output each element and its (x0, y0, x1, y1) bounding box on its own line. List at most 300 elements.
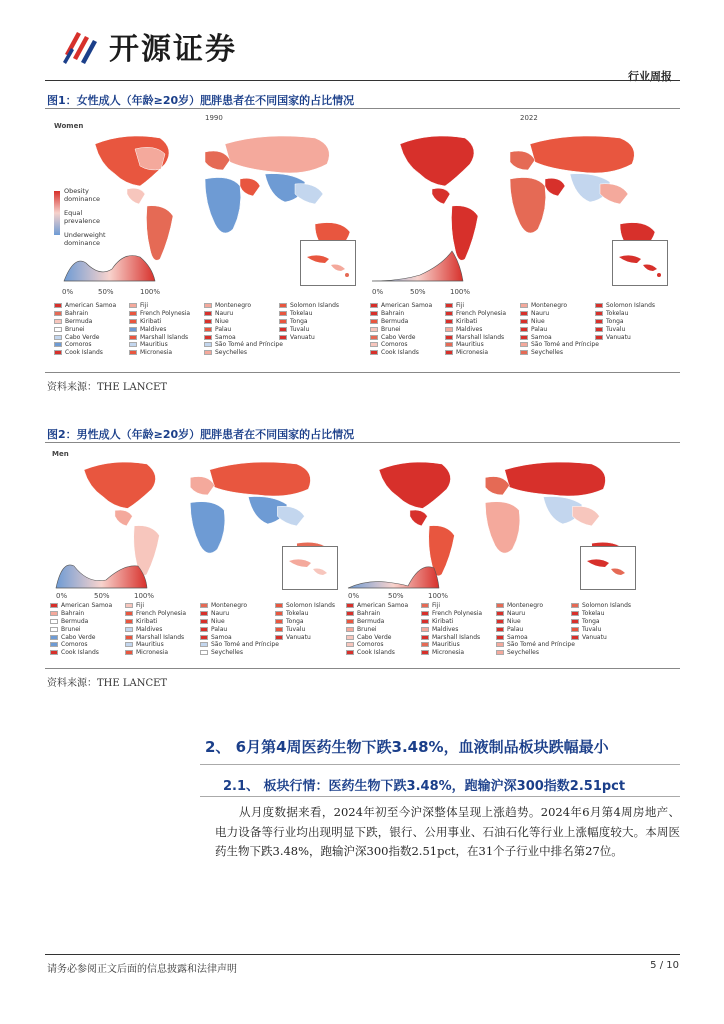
country-legend-item (595, 341, 670, 349)
color-swatch (204, 350, 212, 355)
color-swatch (496, 642, 504, 647)
color-swatch (125, 603, 133, 608)
fig1-right-tick-100: 100% (450, 288, 471, 296)
country-name: Vanuatu (582, 633, 607, 641)
color-swatch (571, 619, 579, 624)
country-name: Bermuda (381, 317, 409, 325)
country-name: Nauru (507, 610, 526, 618)
country-name: Seychelles (531, 349, 563, 357)
fig1-right-tick-50: 50% (410, 288, 426, 296)
country-name: Nauru (531, 310, 550, 318)
country-legend-item (496, 625, 571, 633)
figure2-panel-label: Men (52, 450, 69, 458)
country-legend-item (421, 610, 496, 618)
country-legend-item (571, 649, 646, 657)
country-name: American Samoa (381, 302, 433, 310)
country-name: Marshall Islands (136, 633, 185, 641)
color-swatch (496, 627, 504, 632)
figure1-top-rule (45, 108, 680, 109)
color-swatch (595, 303, 603, 308)
country-legend-item (125, 641, 200, 649)
country-name: Palau (531, 325, 548, 333)
fig1-left-tick-0: 0% (62, 288, 74, 296)
country-name: French Polynesia (456, 310, 507, 318)
country-legend-item (200, 649, 275, 657)
country-legend-item (571, 602, 646, 610)
country-name: Maldives (136, 625, 163, 633)
country-legend-men-2022 (346, 602, 646, 657)
country-name: São Tomé and Príncipe (531, 341, 599, 349)
color-swatch (520, 303, 528, 308)
country-name: Seychelles (507, 649, 539, 657)
country-name: Niue (215, 317, 229, 325)
country-name: Brunei (381, 325, 401, 333)
country-name: São Tomé and Príncipe (215, 341, 283, 349)
color-swatch (279, 327, 287, 332)
figure2-title: 图2：男性成人（年龄≥20岁）肥胖患者在不同国家的占比情况 (47, 428, 355, 441)
country-name: Nauru (211, 610, 230, 618)
country-name: American Samoa (357, 602, 409, 610)
figure2-bottom-rule (45, 668, 680, 669)
country-legend-item (204, 341, 283, 349)
country-name: Cabo Verde (61, 633, 96, 641)
country-legend-item (279, 302, 354, 310)
color-swatch (370, 335, 378, 340)
color-swatch (50, 635, 58, 640)
country-name: Micronesia (136, 649, 169, 657)
country-legend-item (275, 633, 350, 641)
color-swatch (50, 603, 58, 608)
color-swatch (445, 311, 453, 316)
country-legend-item (54, 341, 129, 349)
fig2-right-tick-0: 0% (348, 592, 360, 600)
country-legend-item (204, 318, 279, 326)
color-swatch (421, 627, 429, 632)
country-name: Palau (211, 625, 228, 633)
country-legend-item (125, 625, 200, 633)
country-legend-item (125, 602, 200, 610)
country-name: Tokelau (606, 310, 629, 318)
fig2-right-tick-50: 50% (388, 592, 404, 600)
color-swatch (346, 619, 354, 624)
country-name: Cook Islands (381, 349, 419, 357)
country-legend-item (370, 333, 445, 341)
fig2-left-tick-0: 0% (56, 592, 68, 600)
country-name: São Tomé and Príncipe (507, 641, 575, 649)
figure1-year-right: 2022 (520, 114, 538, 122)
color-swatch (125, 619, 133, 624)
country-legend-men-1990 (50, 602, 350, 657)
country-name: Micronesia (432, 649, 465, 657)
country-legend-item (370, 341, 445, 349)
country-legend-item (445, 341, 520, 349)
country-name: Comoros (357, 641, 384, 649)
country-legend-item (346, 625, 421, 633)
country-legend-item (496, 649, 571, 657)
country-legend-item (520, 302, 595, 310)
fig2-left-tick-50: 50% (94, 592, 110, 600)
color-swatch (520, 342, 528, 347)
color-swatch (279, 311, 287, 316)
country-legend-item (54, 333, 129, 341)
figure2 (50, 448, 675, 666)
country-name: Seychelles (215, 349, 247, 357)
country-legend-item (421, 649, 496, 657)
country-legend-item (54, 325, 129, 333)
country-legend-item (346, 618, 421, 626)
country-legend-item (129, 341, 204, 349)
color-swatch (200, 650, 208, 655)
country-legend-item (571, 633, 646, 641)
country-legend-item (496, 618, 571, 626)
country-name: Maldives (140, 325, 167, 333)
page-header (45, 18, 680, 83)
country-name: Tonga (582, 617, 600, 625)
color-swatch (200, 627, 208, 632)
country-legend-item (275, 602, 350, 610)
color-swatch (496, 650, 504, 655)
color-swatch (275, 619, 283, 624)
country-legend-item (204, 349, 279, 357)
country-name: Niue (211, 617, 225, 625)
color-swatch (595, 327, 603, 332)
color-swatch (279, 335, 287, 340)
country-legend-item (595, 318, 670, 326)
country-legend-item (50, 602, 125, 610)
color-swatch (421, 650, 429, 655)
country-legend-item (279, 310, 354, 318)
country-legend-item (125, 633, 200, 641)
country-legend-item (571, 625, 646, 633)
color-swatch (346, 603, 354, 608)
color-swatch (129, 311, 137, 316)
country-legend-item (445, 318, 520, 326)
color-swatch (204, 327, 212, 332)
figure1-bottom-rule (45, 372, 680, 373)
color-swatch (129, 335, 137, 340)
legend-obesity: Obesity dominance (64, 187, 101, 203)
color-swatch (54, 327, 62, 332)
figure2-top-rule (45, 442, 680, 443)
color-swatch (595, 319, 603, 324)
country-name: Tokelau (290, 310, 313, 318)
country-name: Marshall Islands (456, 333, 505, 341)
country-legend-item (204, 310, 279, 318)
country-legend-item (204, 325, 279, 333)
country-name: Fiji (140, 302, 149, 310)
color-swatch (445, 342, 453, 347)
country-legend-item (129, 325, 204, 333)
country-legend-item (54, 310, 129, 318)
country-name: Tuvalu (582, 625, 602, 633)
country-name: Bermuda (61, 617, 89, 625)
color-swatch (204, 319, 212, 324)
country-name: Montenegro (215, 302, 252, 310)
country-legend-item (129, 349, 204, 357)
country-name: Marshall Islands (140, 333, 189, 341)
color-swatch (275, 603, 283, 608)
country-legend-item (445, 349, 520, 357)
country-name: Mauritius (136, 641, 164, 649)
report-type: 行业周报 (628, 70, 672, 83)
women-2022-density-curve (370, 247, 465, 287)
country-legend-item (125, 649, 200, 657)
country-legend-item (200, 602, 275, 610)
figure1-color-legend (54, 187, 114, 247)
country-name: Samoa (215, 333, 236, 341)
country-legend-item (496, 602, 571, 610)
color-swatch (50, 650, 58, 655)
color-swatch (50, 627, 58, 632)
color-swatch (54, 335, 62, 340)
color-swatch (200, 611, 208, 616)
color-swatch (421, 635, 429, 640)
color-swatch (445, 350, 453, 355)
country-name: Mauritius (432, 641, 460, 649)
figure1-year-left: 1990 (205, 114, 223, 122)
country-name: Fiji (136, 602, 145, 610)
country-name: Kiribati (456, 317, 478, 325)
brand-logo (59, 24, 237, 68)
color-swatch (445, 327, 453, 332)
country-legend-item (520, 318, 595, 326)
country-legend-item (279, 325, 354, 333)
caribbean-inset-women-2022 (612, 240, 668, 286)
country-legend-item (421, 625, 496, 633)
country-legend-item (200, 633, 275, 641)
women-1990-density-curve (62, 247, 157, 287)
color-swatch (275, 635, 283, 640)
country-legend-item (571, 641, 646, 649)
color-swatch (520, 319, 528, 324)
country-legend-item (275, 618, 350, 626)
country-legend-item (370, 325, 445, 333)
figure2-source: 资料来源：THE LANCET (47, 678, 168, 689)
color-swatch (496, 635, 504, 640)
country-legend-item (421, 641, 496, 649)
country-legend-item (595, 325, 670, 333)
color-swatch (200, 603, 208, 608)
country-name: Solomon Islands (290, 302, 340, 310)
body-paragraph: 从月度数据来看，2024年初至今沪深整体呈现上涨趋势。2024年6月第4周房地产、电力设备等行业均出现明显下跌，银行、公用事业、石油石化等行业上涨幅度较大。本周医药生物下跌3.48%，跑输沪深300指数2.51pct，在31个子行业中排名第27位。 (215, 805, 680, 858)
country-name: Bermuda (357, 617, 385, 625)
color-swatch (204, 335, 212, 340)
country-name: Mauritius (140, 341, 168, 349)
color-swatch (496, 603, 504, 608)
country-legend-item (275, 610, 350, 618)
country-legend-item (275, 641, 350, 649)
country-legend-item (54, 349, 129, 357)
country-name: Palau (215, 325, 232, 333)
country-name: Tuvalu (606, 325, 626, 333)
country-legend-item (496, 610, 571, 618)
country-name: Micronesia (140, 349, 173, 357)
country-name: Tonga (290, 317, 308, 325)
figure1 (50, 112, 675, 370)
country-name: Montenegro (531, 302, 568, 310)
country-name: Brunei (61, 625, 81, 633)
country-name: Montenegro (507, 602, 544, 610)
country-legend-item (346, 610, 421, 618)
country-name: American Samoa (61, 602, 113, 610)
country-name: Mauritius (456, 341, 484, 349)
country-legend-item (595, 302, 670, 310)
country-legend-item (496, 633, 571, 641)
color-swatch (370, 327, 378, 332)
country-name: Kiribati (140, 317, 162, 325)
color-swatch (129, 342, 137, 347)
country-name: Palau (507, 625, 524, 633)
country-legend-item (445, 302, 520, 310)
country-name: Kiribati (136, 617, 158, 625)
country-legend-item (346, 649, 421, 657)
country-name: French Polynesia (140, 310, 191, 318)
country-name: Comoros (61, 641, 88, 649)
country-name: Maldives (432, 625, 459, 633)
country-name: Brunei (357, 625, 377, 633)
color-swatch (445, 303, 453, 308)
color-swatch (275, 611, 283, 616)
color-swatch (421, 603, 429, 608)
footer-divider (45, 954, 680, 955)
color-swatch (370, 350, 378, 355)
country-name: Vanuatu (290, 333, 315, 341)
color-swatch (54, 342, 62, 347)
color-swatch (370, 311, 378, 316)
country-legend-item (571, 618, 646, 626)
color-swatch (54, 319, 62, 324)
fig1-left-tick-50: 50% (98, 288, 114, 296)
country-legend-item (204, 333, 279, 341)
color-swatch (204, 342, 212, 347)
country-name: Maldives (456, 325, 483, 333)
country-name: Niue (531, 317, 545, 325)
color-swatch (571, 627, 579, 632)
color-swatch (200, 642, 208, 647)
figure1-title: 图1：女性成人（年龄≥20岁）肥胖患者在不同国家的占比情况 (47, 94, 355, 107)
country-legend-item (496, 641, 575, 649)
color-swatch (54, 303, 62, 308)
country-legend-women-2022 (370, 302, 670, 357)
country-legend-item (129, 318, 204, 326)
country-legend-item (50, 618, 125, 626)
country-legend-item (54, 318, 129, 326)
color-swatch (125, 627, 133, 632)
footer-disclaimer: 请务必参阅正文后面的信息披露和法律声明 (47, 964, 237, 975)
subsection-heading: 2.1、 板块行情：医药生物下跌3.48%，跑输沪深300指数2.51pct (223, 779, 626, 794)
caribbean-inset-men-1990 (282, 546, 338, 590)
country-name: Nauru (215, 310, 234, 318)
country-name: Montenegro (211, 602, 248, 610)
country-name: Micronesia (456, 349, 489, 357)
country-legend-item (50, 610, 125, 618)
figure1-source: 资料来源：THE LANCET (47, 382, 168, 393)
color-swatch (125, 642, 133, 647)
caribbean-inset-men-2022 (580, 546, 636, 590)
color-swatch (571, 635, 579, 640)
country-legend-item (595, 349, 670, 357)
country-legend-item (421, 633, 496, 641)
country-name: Bermuda (65, 317, 93, 325)
country-legend-item (50, 649, 125, 657)
country-name: São Tomé and Príncipe (211, 641, 279, 649)
country-legend-item (370, 318, 445, 326)
country-legend-item (346, 633, 421, 641)
country-name: Cook Islands (61, 649, 99, 657)
country-name: Vanuatu (606, 333, 631, 341)
country-legend-item (275, 649, 350, 657)
country-name: Fiji (432, 602, 441, 610)
country-name: Cook Islands (357, 649, 395, 657)
country-name: Niue (507, 617, 521, 625)
country-legend-item (200, 618, 275, 626)
country-name: Tuvalu (286, 625, 306, 633)
color-swatch (496, 619, 504, 624)
country-legend-item (129, 310, 204, 318)
country-legend-item (520, 349, 595, 357)
color-swatch (520, 350, 528, 355)
country-legend-item (54, 302, 129, 310)
country-legend-item (125, 618, 200, 626)
color-swatch (204, 311, 212, 316)
country-legend-item (279, 318, 354, 326)
color-swatch (54, 350, 62, 355)
country-name: Bahrain (61, 610, 85, 618)
country-name: Cook Islands (65, 349, 103, 357)
country-legend-item (125, 610, 200, 618)
color-swatch (421, 642, 429, 647)
country-legend-item (445, 310, 520, 318)
country-name: Solomon Islands (582, 602, 632, 610)
color-swatch (370, 319, 378, 324)
country-name: Solomon Islands (286, 602, 336, 610)
color-swatch (520, 327, 528, 332)
country-legend-item (204, 302, 279, 310)
country-name: Marshall Islands (432, 633, 481, 641)
color-swatch (346, 650, 354, 655)
color-swatch (346, 635, 354, 640)
country-legend-item (421, 602, 496, 610)
section-heading: 2、 6月第4周医药生物下跌3.48%，血液制品板块跌幅最小 (205, 738, 609, 756)
country-name: Tuvalu (290, 325, 310, 333)
country-name: Bahrain (357, 610, 381, 618)
country-legend-item (50, 633, 125, 641)
color-swatch (204, 303, 212, 308)
country-legend-item (370, 310, 445, 318)
country-name: Fiji (456, 302, 465, 310)
country-legend-item (445, 333, 520, 341)
color-swatch (445, 319, 453, 324)
country-legend-item (279, 349, 354, 357)
country-legend-item (346, 602, 421, 610)
country-legend-item (200, 641, 279, 649)
country-name: Tokelau (286, 610, 309, 618)
country-legend-item (520, 325, 595, 333)
country-name: Samoa (507, 633, 528, 641)
country-name: Vanuatu (286, 633, 311, 641)
color-swatch (571, 603, 579, 608)
color-swatch (129, 319, 137, 324)
color-swatch (571, 611, 579, 616)
color-swatch (125, 650, 133, 655)
color-swatch (54, 311, 62, 316)
country-name: French Polynesia (432, 610, 483, 618)
country-name: Brunei (65, 325, 85, 333)
country-legend-item (346, 641, 421, 649)
men-2022-density-curve (346, 556, 441, 592)
country-name: Bahrain (381, 310, 405, 318)
page-number: 5 / 10 (650, 960, 679, 971)
